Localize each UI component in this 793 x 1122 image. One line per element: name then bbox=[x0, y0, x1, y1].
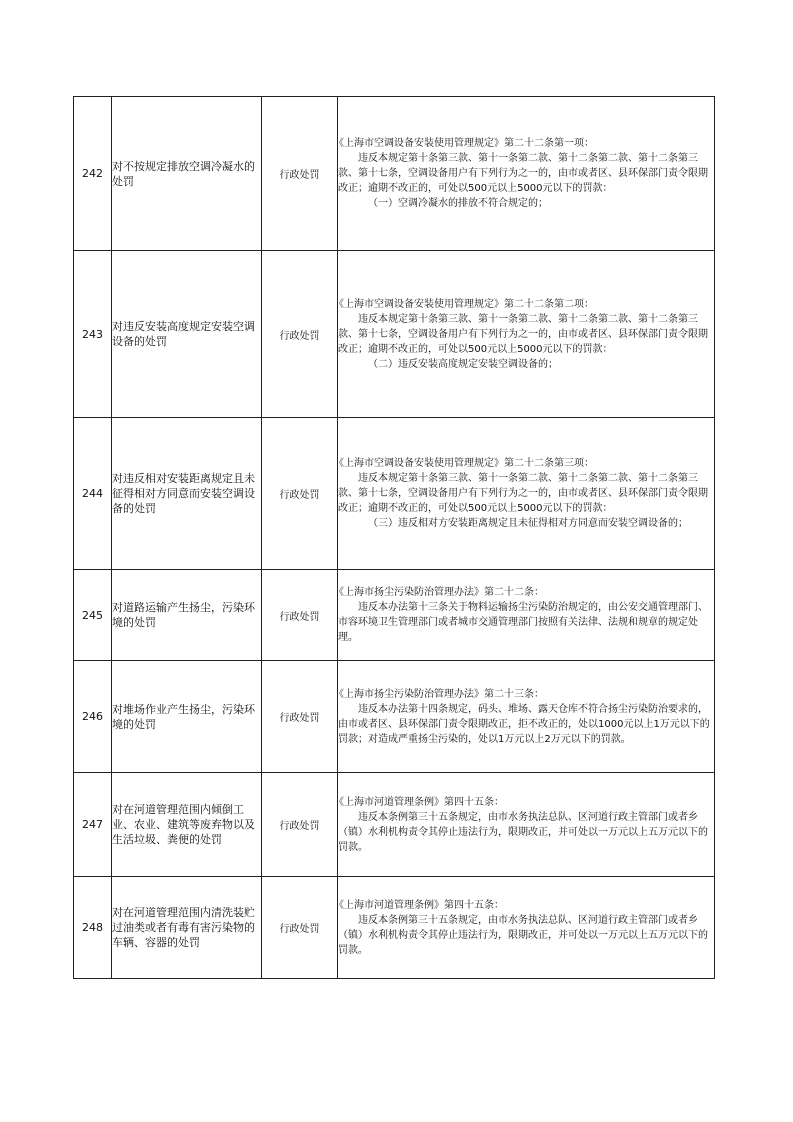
row-number: 243 bbox=[74, 251, 112, 418]
basis-title: 《上海市扬尘污染防治管理办法》第二十三条： bbox=[334, 688, 544, 700]
basis-body: 违反本规定第十条第三款、第十一条第二款、第十二条第二款、第十二条第三款、第十七条，空调设备用户有下列行为之一的，由市或者区、县环保部门责令限期改正；逾期不改正的，可处以500元以上5000元以下的罚款： bbox=[338, 313, 708, 355]
item-name: 对堆场作业产生扬尘，污染环境的处罚 bbox=[112, 661, 262, 773]
item-name: 对道路运输产生扬尘，污染环境的处罚 bbox=[112, 570, 262, 661]
basis-body: 违反本条例第三十五条规定，由市水务执法总队、区河道行政主管部门或者乡（镇）水利机构责令其停止违法行为，限期改正，并可处以一万元以上五万元以下的罚款。 bbox=[338, 914, 708, 956]
basis-title: 《上海市空调设备安装使用管理规定》第二十二条第一项： bbox=[334, 138, 594, 149]
item-name: 对在河道管理范围内清洗装贮过油类或者有毒有害污染物的车辆、容器的处罚 bbox=[112, 877, 262, 979]
row-number: 245 bbox=[74, 570, 112, 661]
basis-title: 《上海市河道管理条例》第四十五条： bbox=[334, 899, 504, 911]
item-type: 行政处罚 bbox=[262, 661, 338, 773]
legal-basis bbox=[334, 251, 715, 418]
item-name: 对不按规定排放空调冷凝水的处罚 bbox=[112, 97, 262, 251]
item-type: 行政处罚 bbox=[262, 570, 338, 661]
basis-body: 违反本规定第十条第三款、第十一条第二款、第十二条第二款、第十二条第三款、第十七条，空调设备用户有下列行为之一的，由市或者区、县环保部门责令限期改正；逾期不改正的，可处以500元以上5000元以下的罚款： bbox=[338, 153, 708, 194]
item-name: 对违反安装高度规定安装空调设备的处罚 bbox=[112, 251, 262, 418]
item-type: 行政处罚 bbox=[262, 251, 338, 418]
basis-body: 违反本办法第十四条规定，码头、堆场、露天仓库不符合扬尘污染防治要求的，由市或者区、县环保部门责令限期改正，拒不改正的，处以1000元以上1万元以下的罚款；对造成严重扬尘污染的，处以1万元以上2万元以下的罚款。 bbox=[338, 703, 710, 745]
table-row bbox=[74, 661, 715, 773]
row-number: 248 bbox=[74, 877, 112, 979]
item-name: 对违反相对安装距离规定且未征得相对方同意而安装空调设备的处罚 bbox=[112, 418, 262, 570]
basis-item: （三）违反相对方安装距离规定且未征得相对方同意而安装空调设备的； bbox=[368, 518, 688, 529]
basis-body: 违反本条例第三十五条规定，由市水务执法总队、区河道行政主管部门或者乡（镇）水利机构责令其停止违法行为，限期改正，并可处以一万元以上五万元以下的罚款。 bbox=[338, 811, 708, 853]
legal-basis bbox=[334, 773, 715, 877]
basis-body: 违反本办法第十三条关于物料运输扬尘污染防治规定的，由公安交通管理部门、市容环境卫生管理部门或者城市交通管理部门按照有关法律、法规和规章的规定处理。 bbox=[338, 602, 708, 643]
table-row bbox=[74, 418, 715, 570]
basis-body: 违反本规定第十条第三款、第十一条第二款、第十二条第二款、第十二条第三款、第十七条，空调设备用户有下列行为之一的，由市或者区、县环保部门责令限期改正；逾期不改正的，可处以500元以上5000元以下的罚款： bbox=[338, 473, 708, 514]
item-type: 行政处罚 bbox=[262, 773, 338, 877]
row-number: 246 bbox=[74, 661, 112, 773]
penalty-table bbox=[73, 96, 715, 979]
basis-title: 《上海市扬尘污染防治管理办法》第二十二条： bbox=[334, 587, 544, 598]
table-row bbox=[74, 877, 715, 979]
legal-basis bbox=[334, 877, 715, 979]
basis-title: 《上海市空调设备安装使用管理规定》第二十二条第三项： bbox=[334, 458, 594, 469]
item-type: 行政处罚 bbox=[262, 877, 338, 979]
legal-basis bbox=[334, 570, 715, 661]
basis-item: （二）违反安装高度规定安装空调设备的； bbox=[368, 358, 558, 370]
table-row bbox=[74, 251, 715, 418]
item-type: 行政处罚 bbox=[262, 97, 338, 251]
row-number: 244 bbox=[74, 418, 112, 570]
row-number: 242 bbox=[74, 97, 112, 251]
item-name: 对在河道管理范围内倾倒工业、农业、建筑等废弃物以及生活垃圾、粪便的处罚 bbox=[112, 773, 262, 877]
legal-basis bbox=[334, 97, 715, 251]
table-row bbox=[74, 97, 715, 251]
legal-basis bbox=[334, 661, 715, 773]
table-row bbox=[74, 570, 715, 661]
basis-title: 《上海市空调设备安装使用管理规定》第二十二条第二项： bbox=[334, 298, 594, 310]
basis-item: （一）空调冷凝水的排放不符合规定的； bbox=[368, 198, 548, 209]
basis-title: 《上海市河道管理条例》第四十五条： bbox=[334, 796, 504, 808]
table-row bbox=[74, 773, 715, 877]
legal-basis bbox=[334, 418, 715, 570]
row-number: 247 bbox=[74, 773, 112, 877]
item-type: 行政处罚 bbox=[262, 418, 338, 570]
